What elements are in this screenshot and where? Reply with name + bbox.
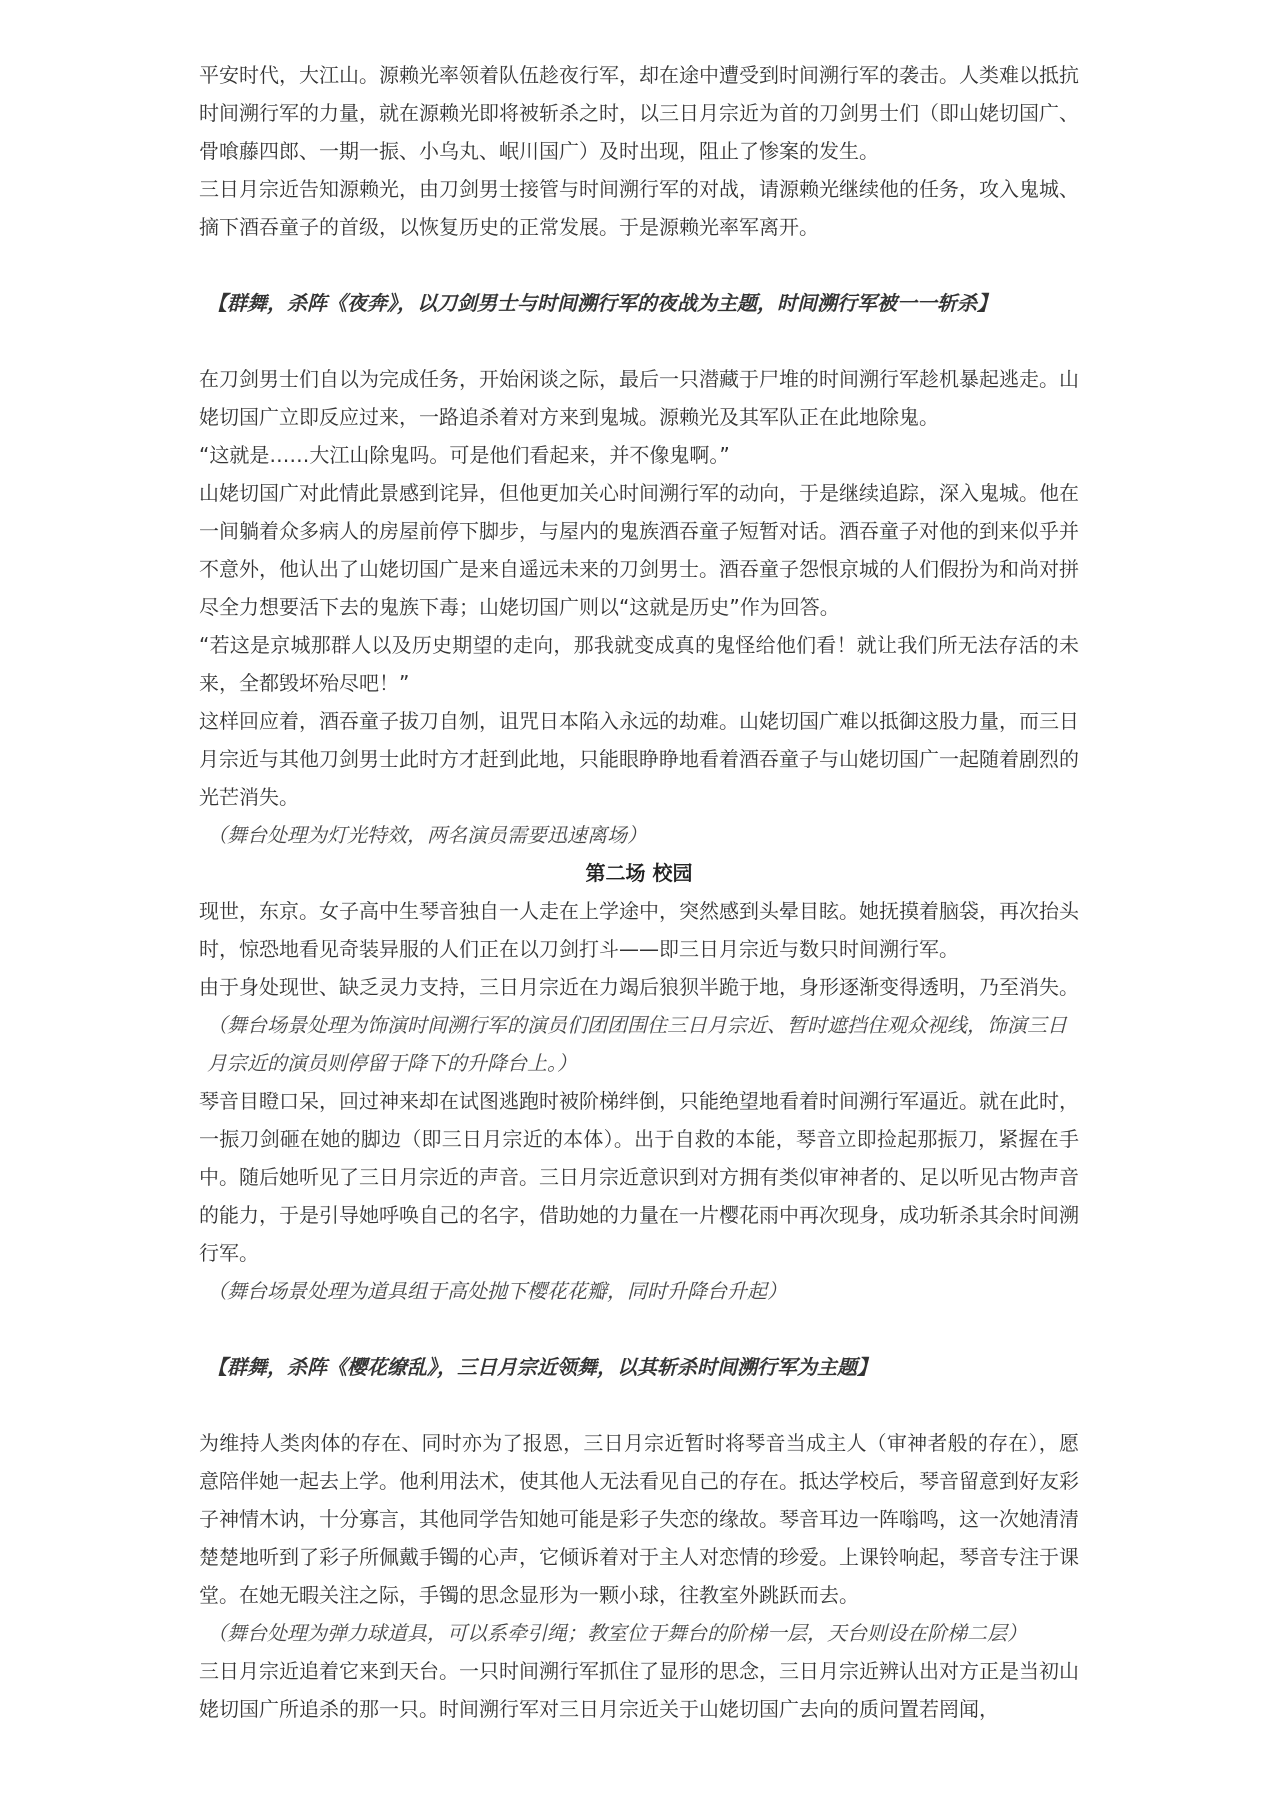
paragraph: 这样回应着，酒吞童子拔刀自刎，诅咒日本陷入永远的劫难。山姥切国广难以抵御这股力量，而三日月宗近与其他刀剑男士此时方才赶到此地，只能眼睁睁地看着酒吞童子与山姥切国广一起随着剧烈的光芒消失。 <box>199 709 1079 809</box>
stage-direction: （舞台场景处理为道具组于高处抛下樱花花瓣，同时升降台升起） <box>207 1279 787 1303</box>
paragraph: 平安时代，大江山。源赖光率领着队伍趁夜行军，却在途中遭受到时间溯行军的袭击。人类难以抵抗时间溯行军的力量，就在源赖光即将被斩杀之时，以三日月宗近为首的刀剑男士们（即山姥切国广、骨喰藤四郎、一期一振、小乌丸、岷川国广）及时出现，阻止了惨案的发生。 <box>199 63 1079 163</box>
dialogue-line: “这就是……大江山除鬼吗。可是他们看起来，并不像鬼啊。” <box>199 443 730 467</box>
stage-direction: （舞台处理为弹力球道具，可以系牵引绳；教室位于舞台的阶梯一层，天台则设在阶梯二层） <box>207 1621 1027 1645</box>
paragraph: 山姥切国广对此情此景感到诧异，但他更加关心时间溯行军的动向，于是继续追踪，深入鬼城。他在一间躺着众多病人的房屋前停下脚步，与屋内的鬼族酒吞童子短暂对话。酒吞童子对他的到来似乎并不意外，他认出了山姥切国广是来自遥远未来的刀剑男士。酒吞童子怨恨京城的人们假扮为和尚对拼尽全力想要活下去的鬼族下毒；山姥切国广则以“这就是历史”作为回答。 <box>199 481 1079 619</box>
dialogue-line: “若这是京城那群人以及历史期望的走向，那我就变成真的鬼怪给他们看！就让我们所无法存活的未来，全都毁坏殆尽吧！” <box>199 633 1079 695</box>
paragraph: 由于身处现世、缺乏灵力支持，三日月宗近在力竭后狼狈半跪于地，身形逐渐变得透明，乃至消失。 <box>199 975 1079 999</box>
blank-line <box>199 1386 1079 1424</box>
scene-heading: 第二场 校园 <box>585 861 693 885</box>
paragraph: 为维持人类肉体的存在、同时亦为了报恩，三日月宗近暂时将琴音当成主人（审神者般的存在），愿意陪伴她一起去上学。他利用法术，使其他人无法看见自己的存在。抵达学校后，琴音留意到好友彩子神情木讷，十分寡言，其他同学告知她可能是彩子失恋的缘故。琴音耳边一阵嗡鸣，这一次她清清楚楚地听到了彩子所佩戴手镯的心声，它倾诉着对于主人对恋情的珍爱。上课铃响起，琴音专注于课堂。在她无暇关注之际，手镯的思念显形为一颗小球，往教室外跳跃而去。 <box>199 1431 1079 1607</box>
stage-direction: （舞台场景处理为饰演时间溯行军的演员们团团围住三日月宗近、暂时遮挡住观众视线，饰演三日月宗近的演员则停留于降下的升降台上。） <box>207 1013 1067 1075</box>
stage-dance-note: 【群舞，杀阵《夜奔》，以刀剑男士与时间溯行军的夜战为主题，时间溯行军被一一斩杀】 <box>207 291 997 315</box>
blank-line <box>199 1310 1079 1348</box>
blank-line <box>199 246 1079 284</box>
paragraph: 三日月宗近告知源赖光，由刀剑男士接管与时间溯行军的对战，请源赖光继续他的任务，攻入鬼城、摘下酒吞童子的首级，以恢复历史的正常发展。于是源赖光率军离开。 <box>199 177 1079 239</box>
paragraph: 琴音目瞪口呆，回过神来却在试图逃跑时被阶梯绊倒，只能绝望地看着时间溯行军逼近。就在此时，一振刀剑砸在她的脚边（即三日月宗近的本体）。出于自救的本能，琴音立即捡起那振刀，紧握在手中。随后她听见了三日月宗近的声音。三日月宗近意识到对方拥有类似审神者的、足以听见古物声音的能力，于是引导她呼唤自己的名字，借助她的力量在一片樱花雨中再次现身，成功斩杀其余时间溯行军。 <box>199 1089 1079 1265</box>
paragraph: 三日月宗近追着它来到天台。一只时间溯行军抓住了显形的思念，三日月宗近辨认出对方正是当初山姥切国广所追杀的那一只。时间溯行军对三日月宗近关于山姥切国广去向的质问置若罔闻， <box>199 1659 1079 1721</box>
paragraph: 在刀剑男士们自以为完成任务，开始闲谈之际，最后一只潜藏于尸堆的时间溯行军趁机暴起逃走。山姥切国广立即反应过来，一路追杀着对方来到鬼城。源赖光及其军队正在此地除鬼。 <box>199 367 1079 429</box>
blank-line <box>199 322 1079 360</box>
stage-dance-note: 【群舞，杀阵《樱花缭乱》，三日月宗近领舞，以其斩杀时间溯行军为主题】 <box>207 1355 877 1379</box>
paragraph: 现世，东京。女子高中生琴音独自一人走在上学途中，突然感到头晕目眩。她抚摸着脑袋，再次抬头时，惊恐地看见奇装异服的人们正在以刀剑打斗——即三日月宗近与数只时间溯行军。 <box>199 899 1079 961</box>
stage-direction: （舞台处理为灯光特效，两名演员需要迅速离场） <box>207 823 647 847</box>
document-page <box>199 56 1079 1728</box>
